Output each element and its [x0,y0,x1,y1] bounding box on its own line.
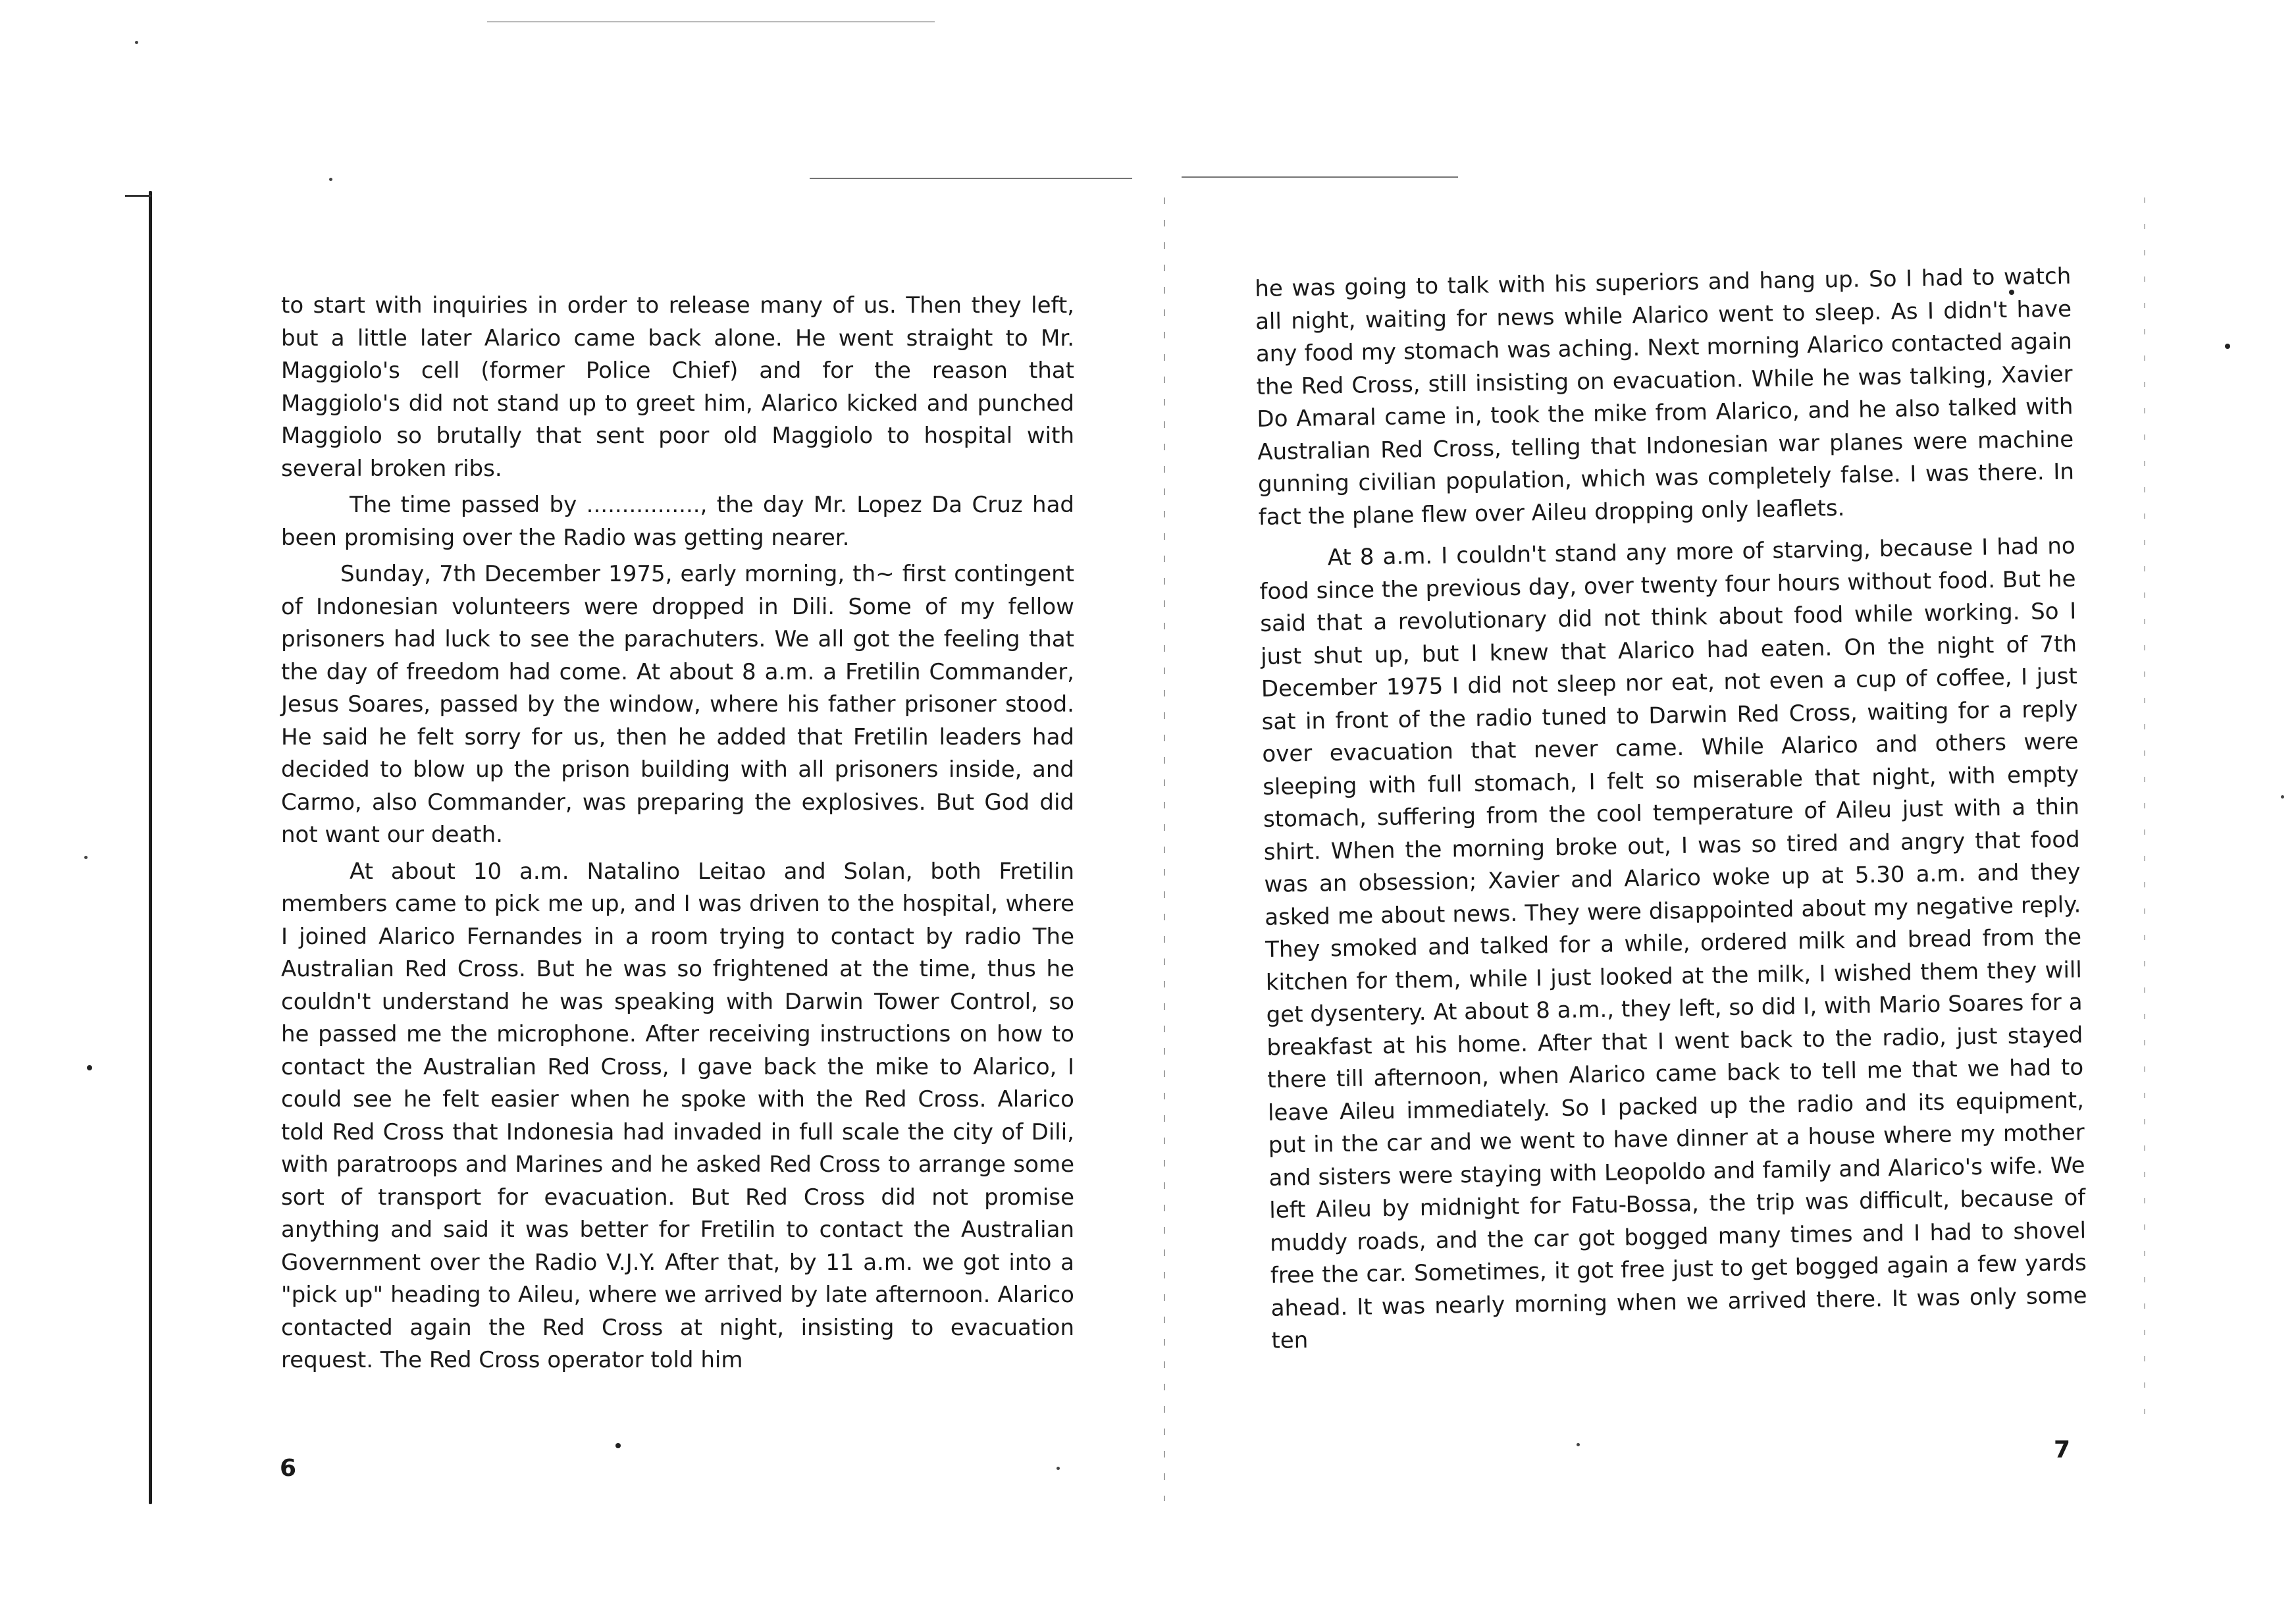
paragraph: At about 10 a.m. Natalino Leitao and Solan, both Fretilin members came to pick me up, and I was driven to the hospital, where I joined Alarico Fernandes in a room trying to contact by radio The Australian Red Cross. But he was so frightened at the time, thus he couldn't understand he was speaking with Darwin Tower Control, so he passed me the microphone. After receiving instructions on how to contact the Australian Red Cross, I gave back the mike to Alarico, I could see he felt easier when he spoke with the Red Cross. Alarico told Red Cross that Indonesia had invaded in full scale the city of Dili, with paratroops and Marines and he asked Red Cross to arrange some sort of transport for evacuation. But Red Cross did not promise anything and said it was better for Fretilin to contact the Australian Government over the Radio V.J.Y. After that, by 11 a.m. we got into a "pick up" heading to Aileu, where we arrived by late afternoon. Alarico contacted again the Red Cross at night, insisting to evacuation request. The Red Cross operator told him [281,858,1074,1373]
paragraph: At 8 a.m. I couldn't stand any more of starving, because I had no food since the previous day, over twenty four hours without food. But he said that a revolutionary did not think about food while working. So I just shut up, but I knew that Alarico had eaten. On the night of 7th December 1975 I did not sleep nor eat, not even a cup of coffee, I just sat in front of the radio tuned to Darwin Red Cross, waiting for a reply over evacuation that never came. While Alarico and others were sleeping with full stomach, I felt so miserable that night, with empty stomach, suffering from the cool temperature of Aileu just with a thin shirt. When the morning broke out, I was so tired and angry that food was an obsession; Xavier and Alarico woke up at 5.30 a.m. and they asked me about news. They were disappointed about my negative reply. They smoked and talked for a while, ordered milk and bread from the kitchen for them, while I just looked at the milk, I wished them they will get dysentery. At about 8 a.m., they left, so did I, with Mario Soares for a breakfast at his home. After that I went back to the radio, just stayed there till afternoon, when Alarico came back to tell me that we had to leave Aileu immediately. So I packed up the radio and its equipment, put in the car and we went to have dinner at a house where my mother and sisters were staying with Leopoldo and family and Alarico's wife. We left Aileu by midnight for Fatu-Bossa, the trip was difficult, because of muddy roads, and the car got bogged many times and I had to shovel free the car. Sometimes, it got free just to get bogged again a few yards ahead. It was nearly morning when we arrived there. It was only some ten [1259,533,2087,1354]
paragraph: to start with inquiries in order to release many of us. Then they left, but a little later Alarico came back alone. He went straight to Mr. Maggiolo's cell (former Police Chief) and for the reason that Maggiolo's did not stand up to greet him, Alarico kicked and punched Maggiolo so brutally that sent poor old Maggiolo to hospital with several broken ribs. [281,292,1074,482]
page-number: 7 [2054,1436,2071,1463]
page-number: 6 [280,1455,297,1482]
paragraph: The time passed by ................, the day Mr. Lopez Da Cruz had been promising over the Radio was getting nearer. [281,492,1074,551]
paragraph: he was going to talk with his superiors and hang up. So I had to watch all night, waiting for news while Alarico went to sleep. As I didn't have any food my stomach was aching. Next morning Alarico contacted again the Red Cross, still insisting on evacuation. While he was talking, Xavier Do Amaral came in, took the mike from Alarico, and he also talked with Australian Red Cross, telling that Indonesian war planes were machine gunning civilian population, which was completely false. I was there. In fact the plane flew over Aileu dropping only leaflets. [1255,263,2075,531]
left-page-body [281,290,1074,1381]
paragraph: Sunday, 7th December 1975, early morning, th~ first contingent of Indonesian volunteers were dropped in Dili. Some of my fellow prisoners had luck to see the parachuters. We all got the feeling that the day of freedom had come. At about 8 a.m. a Fretilin Commander, Jesus Soares, passed by the window, where his father prisoner stood. He said he felt sorry for us, then he added that Fretilin leaders had decided to blow up the prison building with all prisoners inside, and Carmo, also Commander, was preparing the explosives. But God did not want our death. [281,561,1074,848]
right-page-body [1255,261,2088,1362]
right-page [1165,0,2296,1601]
